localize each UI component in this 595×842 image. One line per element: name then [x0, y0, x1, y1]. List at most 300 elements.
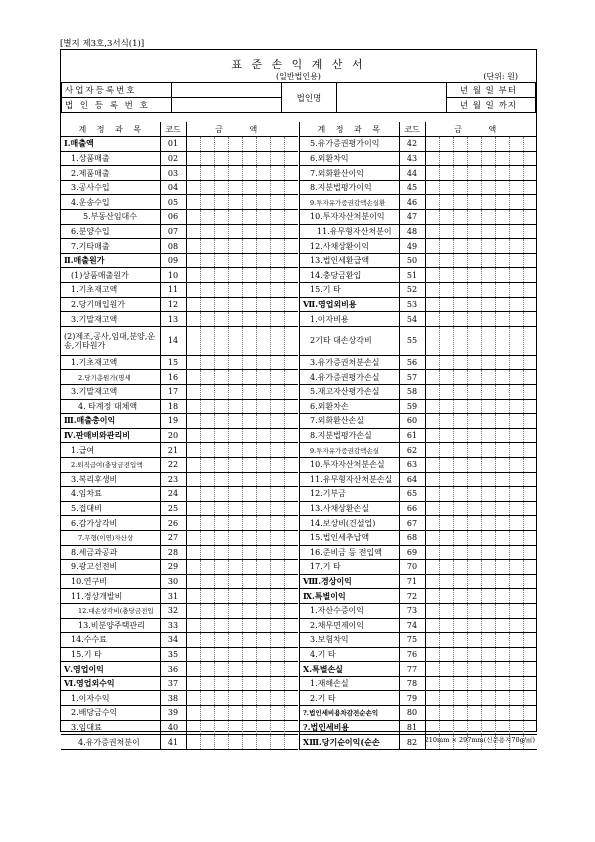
amount-cell[interactable] — [228, 487, 242, 502]
amount-cell[interactable] — [242, 370, 256, 385]
amount-cell[interactable] — [481, 137, 495, 152]
amount-cell[interactable] — [186, 151, 200, 166]
amount-cell[interactable] — [256, 676, 270, 691]
amount-cell[interactable] — [214, 487, 228, 502]
amount-cell[interactable] — [228, 268, 242, 283]
amount-cell[interactable] — [228, 530, 242, 545]
amount-cell[interactable] — [425, 545, 439, 560]
amount-cell[interactable] — [509, 253, 523, 268]
amount-cell[interactable] — [495, 399, 509, 414]
amount-cell[interactable] — [214, 516, 228, 531]
amount-cell[interactable] — [270, 224, 284, 239]
amount-cell[interactable] — [523, 691, 537, 706]
amount-cell[interactable] — [270, 210, 284, 225]
amount-cell[interactable] — [467, 195, 481, 210]
amount-cell[interactable] — [439, 618, 453, 633]
amount-cell[interactable] — [481, 633, 495, 648]
amount-cell[interactable] — [453, 530, 467, 545]
amount-cell[interactable] — [425, 210, 439, 225]
amount-cell[interactable] — [453, 545, 467, 560]
amount-cell[interactable] — [186, 501, 200, 516]
amount-cell[interactable] — [481, 487, 495, 502]
amount-cell[interactable] — [439, 414, 453, 429]
amount-cell[interactable] — [481, 180, 495, 195]
amount-cell[interactable] — [439, 370, 453, 385]
amount-cell[interactable] — [214, 472, 228, 487]
amount-cell[interactable] — [284, 355, 298, 370]
amount-cell[interactable] — [256, 720, 270, 735]
amount-cell[interactable] — [228, 297, 242, 312]
amount-cell[interactable] — [439, 385, 453, 400]
amount-cell[interactable] — [186, 618, 200, 633]
amount-cell[interactable] — [453, 443, 467, 458]
amount-cell[interactable] — [467, 180, 481, 195]
amount-cell[interactable] — [256, 443, 270, 458]
amount-cell[interactable] — [270, 647, 284, 662]
amount-cell[interactable] — [467, 603, 481, 618]
amount-cell[interactable] — [270, 662, 284, 677]
amount-cell[interactable] — [523, 385, 537, 400]
amount-cell[interactable] — [453, 210, 467, 225]
amount-cell[interactable] — [284, 487, 298, 502]
amount-cell[interactable] — [186, 472, 200, 487]
amount-cell[interactable] — [495, 443, 509, 458]
amount-cell[interactable] — [200, 633, 214, 648]
amount-cell[interactable] — [214, 370, 228, 385]
amount-cell[interactable] — [228, 137, 242, 152]
amount-cell[interactable] — [439, 501, 453, 516]
amount-cell[interactable] — [256, 268, 270, 283]
amount-cell[interactable] — [509, 268, 523, 283]
amount-cell[interactable] — [509, 180, 523, 195]
amount-cell[interactable] — [439, 662, 453, 677]
amount-cell[interactable] — [523, 560, 537, 575]
amount-cell[interactable] — [214, 676, 228, 691]
amount-cell[interactable] — [270, 297, 284, 312]
amount-cell[interactable] — [284, 239, 298, 254]
amount-cell[interactable] — [439, 151, 453, 166]
amount-cell[interactable] — [509, 297, 523, 312]
amount-cell[interactable] — [186, 443, 200, 458]
amount-cell[interactable] — [256, 574, 270, 589]
amount-cell[interactable] — [214, 618, 228, 633]
amount-cell[interactable] — [186, 647, 200, 662]
amount-cell[interactable] — [467, 326, 481, 355]
amount-cell[interactable] — [214, 443, 228, 458]
amount-cell[interactable] — [228, 720, 242, 735]
amount-cell[interactable] — [284, 618, 298, 633]
amount-cell[interactable] — [523, 676, 537, 691]
amount-cell[interactable] — [200, 647, 214, 662]
amount-cell[interactable] — [200, 195, 214, 210]
amount-cell[interactable] — [256, 239, 270, 254]
amount-cell[interactable] — [214, 137, 228, 152]
amount-cell[interactable] — [495, 297, 509, 312]
amount-cell[interactable] — [495, 472, 509, 487]
amount-cell[interactable] — [495, 691, 509, 706]
amount-cell[interactable] — [495, 370, 509, 385]
amount-cell[interactable] — [495, 603, 509, 618]
amount-cell[interactable] — [439, 691, 453, 706]
amount-cell[interactable] — [481, 516, 495, 531]
amount-cell[interactable] — [256, 210, 270, 225]
amount-cell[interactable] — [425, 180, 439, 195]
amount-cell[interactable] — [523, 210, 537, 225]
amount-cell[interactable] — [509, 399, 523, 414]
amount-cell[interactable] — [256, 385, 270, 400]
amount-cell[interactable] — [509, 472, 523, 487]
amount-cell[interactable] — [186, 399, 200, 414]
amount-cell[interactable] — [214, 720, 228, 735]
amount-cell[interactable] — [439, 137, 453, 152]
amount-cell[interactable] — [467, 574, 481, 589]
amount-cell[interactable] — [242, 735, 256, 750]
amount-cell[interactable] — [186, 283, 200, 298]
amount-cell[interactable] — [284, 574, 298, 589]
amount-cell[interactable] — [284, 706, 298, 721]
amount-cell[interactable] — [467, 457, 481, 472]
amount-cell[interactable] — [467, 399, 481, 414]
amount-cell[interactable] — [425, 239, 439, 254]
amount-cell[interactable] — [425, 443, 439, 458]
amount-cell[interactable] — [495, 283, 509, 298]
amount-cell[interactable] — [453, 487, 467, 502]
amount-cell[interactable] — [200, 472, 214, 487]
amount-cell[interactable] — [523, 414, 537, 429]
amount-cell[interactable] — [186, 428, 200, 443]
amount-cell[interactable] — [495, 560, 509, 575]
amount-cell[interactable] — [523, 239, 537, 254]
amount-cell[interactable] — [200, 545, 214, 560]
amount-cell[interactable] — [228, 603, 242, 618]
amount-cell[interactable] — [439, 224, 453, 239]
amount-cell[interactable] — [523, 224, 537, 239]
amount-cell[interactable] — [467, 516, 481, 531]
amount-cell[interactable] — [256, 633, 270, 648]
amount-cell[interactable] — [509, 618, 523, 633]
amount-cell[interactable] — [242, 268, 256, 283]
amount-cell[interactable] — [509, 355, 523, 370]
amount-cell[interactable] — [242, 633, 256, 648]
amount-cell[interactable] — [256, 735, 270, 750]
amount-cell[interactable] — [200, 574, 214, 589]
amount-cell[interactable] — [523, 312, 537, 327]
amount-cell[interactable] — [467, 151, 481, 166]
amount-cell[interactable] — [495, 720, 509, 735]
amount-cell[interactable] — [481, 676, 495, 691]
amount-cell[interactable] — [425, 297, 439, 312]
amount-cell[interactable] — [200, 618, 214, 633]
amount-cell[interactable] — [509, 662, 523, 677]
amount-cell[interactable] — [425, 151, 439, 166]
amount-cell[interactable] — [453, 691, 467, 706]
amount-cell[interactable] — [200, 560, 214, 575]
amount-cell[interactable] — [214, 574, 228, 589]
amount-cell[interactable] — [453, 414, 467, 429]
amount-cell[interactable] — [523, 355, 537, 370]
amount-cell[interactable] — [270, 195, 284, 210]
amount-cell[interactable] — [256, 414, 270, 429]
amount-cell[interactable] — [270, 706, 284, 721]
amount-cell[interactable] — [453, 370, 467, 385]
amount-cell[interactable] — [523, 268, 537, 283]
amount-cell[interactable] — [284, 210, 298, 225]
amount-cell[interactable] — [270, 326, 284, 355]
corp-name-field[interactable] — [337, 83, 447, 113]
amount-cell[interactable] — [453, 706, 467, 721]
amount-cell[interactable] — [425, 618, 439, 633]
amount-cell[interactable] — [284, 530, 298, 545]
amount-cell[interactable] — [509, 385, 523, 400]
amount-cell[interactable] — [228, 370, 242, 385]
amount-cell[interactable] — [284, 662, 298, 677]
amount-cell[interactable] — [523, 662, 537, 677]
amount-cell[interactable] — [270, 268, 284, 283]
amount-cell[interactable] — [453, 560, 467, 575]
amount-cell[interactable] — [495, 618, 509, 633]
amount-cell[interactable] — [200, 312, 214, 327]
amount-cell[interactable] — [242, 180, 256, 195]
amount-cell[interactable] — [495, 516, 509, 531]
amount-cell[interactable] — [453, 676, 467, 691]
amount-cell[interactable] — [284, 297, 298, 312]
amount-cell[interactable] — [242, 603, 256, 618]
amount-cell[interactable] — [284, 385, 298, 400]
amount-cell[interactable] — [228, 574, 242, 589]
amount-cell[interactable] — [200, 457, 214, 472]
amount-cell[interactable] — [523, 633, 537, 648]
amount-cell[interactable] — [481, 530, 495, 545]
amount-cell[interactable] — [270, 676, 284, 691]
amount-cell[interactable] — [214, 428, 228, 443]
amount-cell[interactable] — [200, 137, 214, 152]
amount-cell[interactable] — [439, 545, 453, 560]
amount-cell[interactable] — [425, 457, 439, 472]
amount-cell[interactable] — [523, 720, 537, 735]
amount-cell[interactable] — [509, 428, 523, 443]
amount-cell[interactable] — [270, 457, 284, 472]
corp-no-field[interactable] — [172, 98, 282, 113]
amount-cell[interactable] — [228, 516, 242, 531]
amount-cell[interactable] — [270, 414, 284, 429]
amount-cell[interactable] — [467, 385, 481, 400]
amount-cell[interactable] — [242, 355, 256, 370]
amount-cell[interactable] — [439, 443, 453, 458]
amount-cell[interactable] — [214, 210, 228, 225]
amount-cell[interactable] — [481, 428, 495, 443]
amount-cell[interactable] — [228, 151, 242, 166]
amount-cell[interactable] — [495, 253, 509, 268]
amount-cell[interactable] — [200, 428, 214, 443]
amount-cell[interactable] — [439, 516, 453, 531]
amount-cell[interactable] — [425, 501, 439, 516]
amount-cell[interactable] — [200, 166, 214, 181]
amount-cell[interactable] — [186, 545, 200, 560]
amount-cell[interactable] — [284, 560, 298, 575]
amount-cell[interactable] — [523, 283, 537, 298]
amount-cell[interactable] — [256, 647, 270, 662]
amount-cell[interactable] — [214, 501, 228, 516]
amount-cell[interactable] — [200, 180, 214, 195]
amount-cell[interactable] — [214, 633, 228, 648]
amount-cell[interactable] — [214, 589, 228, 604]
amount-cell[interactable] — [467, 312, 481, 327]
amount-cell[interactable] — [467, 589, 481, 604]
amount-cell[interactable] — [200, 589, 214, 604]
amount-cell[interactable] — [523, 399, 537, 414]
amount-cell[interactable] — [214, 355, 228, 370]
amount-cell[interactable] — [256, 530, 270, 545]
amount-cell[interactable] — [242, 428, 256, 443]
amount-cell[interactable] — [467, 166, 481, 181]
amount-cell[interactable] — [495, 385, 509, 400]
amount-cell[interactable] — [200, 516, 214, 531]
amount-cell[interactable] — [214, 603, 228, 618]
amount-cell[interactable] — [186, 530, 200, 545]
amount-cell[interactable] — [284, 443, 298, 458]
amount-cell[interactable] — [481, 253, 495, 268]
amount-cell[interactable] — [242, 399, 256, 414]
amount-cell[interactable] — [495, 312, 509, 327]
amount-cell[interactable] — [495, 487, 509, 502]
amount-cell[interactable] — [467, 355, 481, 370]
amount-cell[interactable] — [228, 195, 242, 210]
amount-cell[interactable] — [425, 647, 439, 662]
amount-cell[interactable] — [509, 151, 523, 166]
amount-cell[interactable] — [214, 530, 228, 545]
amount-cell[interactable] — [439, 676, 453, 691]
amount-cell[interactable] — [467, 414, 481, 429]
amount-cell[interactable] — [186, 326, 200, 355]
amount-cell[interactable] — [214, 151, 228, 166]
amount-cell[interactable] — [284, 647, 298, 662]
amount-cell[interactable] — [425, 195, 439, 210]
amount-cell[interactable] — [467, 501, 481, 516]
amount-cell[interactable] — [242, 195, 256, 210]
amount-cell[interactable] — [186, 239, 200, 254]
amount-cell[interactable] — [270, 560, 284, 575]
amount-cell[interactable] — [439, 268, 453, 283]
amount-cell[interactable] — [242, 166, 256, 181]
amount-cell[interactable] — [523, 457, 537, 472]
amount-cell[interactable] — [200, 414, 214, 429]
amount-cell[interactable] — [481, 472, 495, 487]
amount-cell[interactable] — [242, 443, 256, 458]
amount-cell[interactable] — [186, 312, 200, 327]
amount-cell[interactable] — [439, 530, 453, 545]
amount-cell[interactable] — [509, 560, 523, 575]
amount-cell[interactable] — [467, 530, 481, 545]
amount-cell[interactable] — [214, 691, 228, 706]
amount-cell[interactable] — [523, 370, 537, 385]
amount-cell[interactable] — [270, 574, 284, 589]
amount-cell[interactable] — [425, 253, 439, 268]
amount-cell[interactable] — [467, 633, 481, 648]
amount-cell[interactable] — [523, 647, 537, 662]
amount-cell[interactable] — [523, 618, 537, 633]
amount-cell[interactable] — [425, 530, 439, 545]
amount-cell[interactable] — [453, 647, 467, 662]
amount-cell[interactable] — [495, 574, 509, 589]
amount-cell[interactable] — [523, 166, 537, 181]
amount-cell[interactable] — [523, 297, 537, 312]
amount-cell[interactable] — [495, 224, 509, 239]
amount-cell[interactable] — [284, 224, 298, 239]
amount-cell[interactable] — [495, 676, 509, 691]
amount-cell[interactable] — [242, 560, 256, 575]
amount-cell[interactable] — [495, 268, 509, 283]
amount-cell[interactable] — [439, 253, 453, 268]
amount-cell[interactable] — [228, 166, 242, 181]
amount-cell[interactable] — [425, 589, 439, 604]
amount-cell[interactable] — [228, 399, 242, 414]
amount-cell[interactable] — [270, 137, 284, 152]
amount-cell[interactable] — [481, 195, 495, 210]
amount-cell[interactable] — [481, 647, 495, 662]
amount-cell[interactable] — [284, 720, 298, 735]
amount-cell[interactable] — [425, 676, 439, 691]
amount-cell[interactable] — [481, 224, 495, 239]
amount-cell[interactable] — [481, 239, 495, 254]
amount-cell[interactable] — [509, 195, 523, 210]
amount-cell[interactable] — [467, 487, 481, 502]
amount-cell[interactable] — [481, 326, 495, 355]
amount-cell[interactable] — [439, 603, 453, 618]
amount-cell[interactable] — [214, 195, 228, 210]
amount-cell[interactable] — [467, 618, 481, 633]
amount-cell[interactable] — [495, 647, 509, 662]
amount-cell[interactable] — [186, 137, 200, 152]
amount-cell[interactable] — [228, 589, 242, 604]
amount-cell[interactable] — [242, 151, 256, 166]
amount-cell[interactable] — [270, 633, 284, 648]
amount-cell[interactable] — [270, 589, 284, 604]
amount-cell[interactable] — [200, 530, 214, 545]
amount-cell[interactable] — [453, 472, 467, 487]
amount-cell[interactable] — [481, 283, 495, 298]
amount-cell[interactable] — [439, 589, 453, 604]
amount-cell[interactable] — [214, 385, 228, 400]
amount-cell[interactable] — [242, 647, 256, 662]
amount-cell[interactable] — [242, 618, 256, 633]
amount-cell[interactable] — [453, 312, 467, 327]
amount-cell[interactable] — [509, 633, 523, 648]
amount-cell[interactable] — [425, 706, 439, 721]
amount-cell[interactable] — [481, 501, 495, 516]
amount-cell[interactable] — [467, 224, 481, 239]
amount-cell[interactable] — [270, 472, 284, 487]
amount-cell[interactable] — [270, 399, 284, 414]
amount-cell[interactable] — [186, 633, 200, 648]
amount-cell[interactable] — [242, 457, 256, 472]
amount-cell[interactable] — [523, 487, 537, 502]
biz-no-field[interactable] — [172, 83, 282, 98]
amount-cell[interactable] — [453, 428, 467, 443]
amount-cell[interactable] — [228, 735, 242, 750]
amount-cell[interactable] — [523, 545, 537, 560]
amount-cell[interactable] — [509, 326, 523, 355]
amount-cell[interactable] — [186, 210, 200, 225]
amount-cell[interactable] — [242, 487, 256, 502]
amount-cell[interactable] — [200, 735, 214, 750]
amount-cell[interactable] — [284, 268, 298, 283]
amount-cell[interactable] — [284, 735, 298, 750]
amount-cell[interactable] — [228, 224, 242, 239]
amount-cell[interactable] — [523, 137, 537, 152]
amount-cell[interactable] — [481, 691, 495, 706]
amount-cell[interactable] — [523, 589, 537, 604]
amount-cell[interactable] — [228, 210, 242, 225]
